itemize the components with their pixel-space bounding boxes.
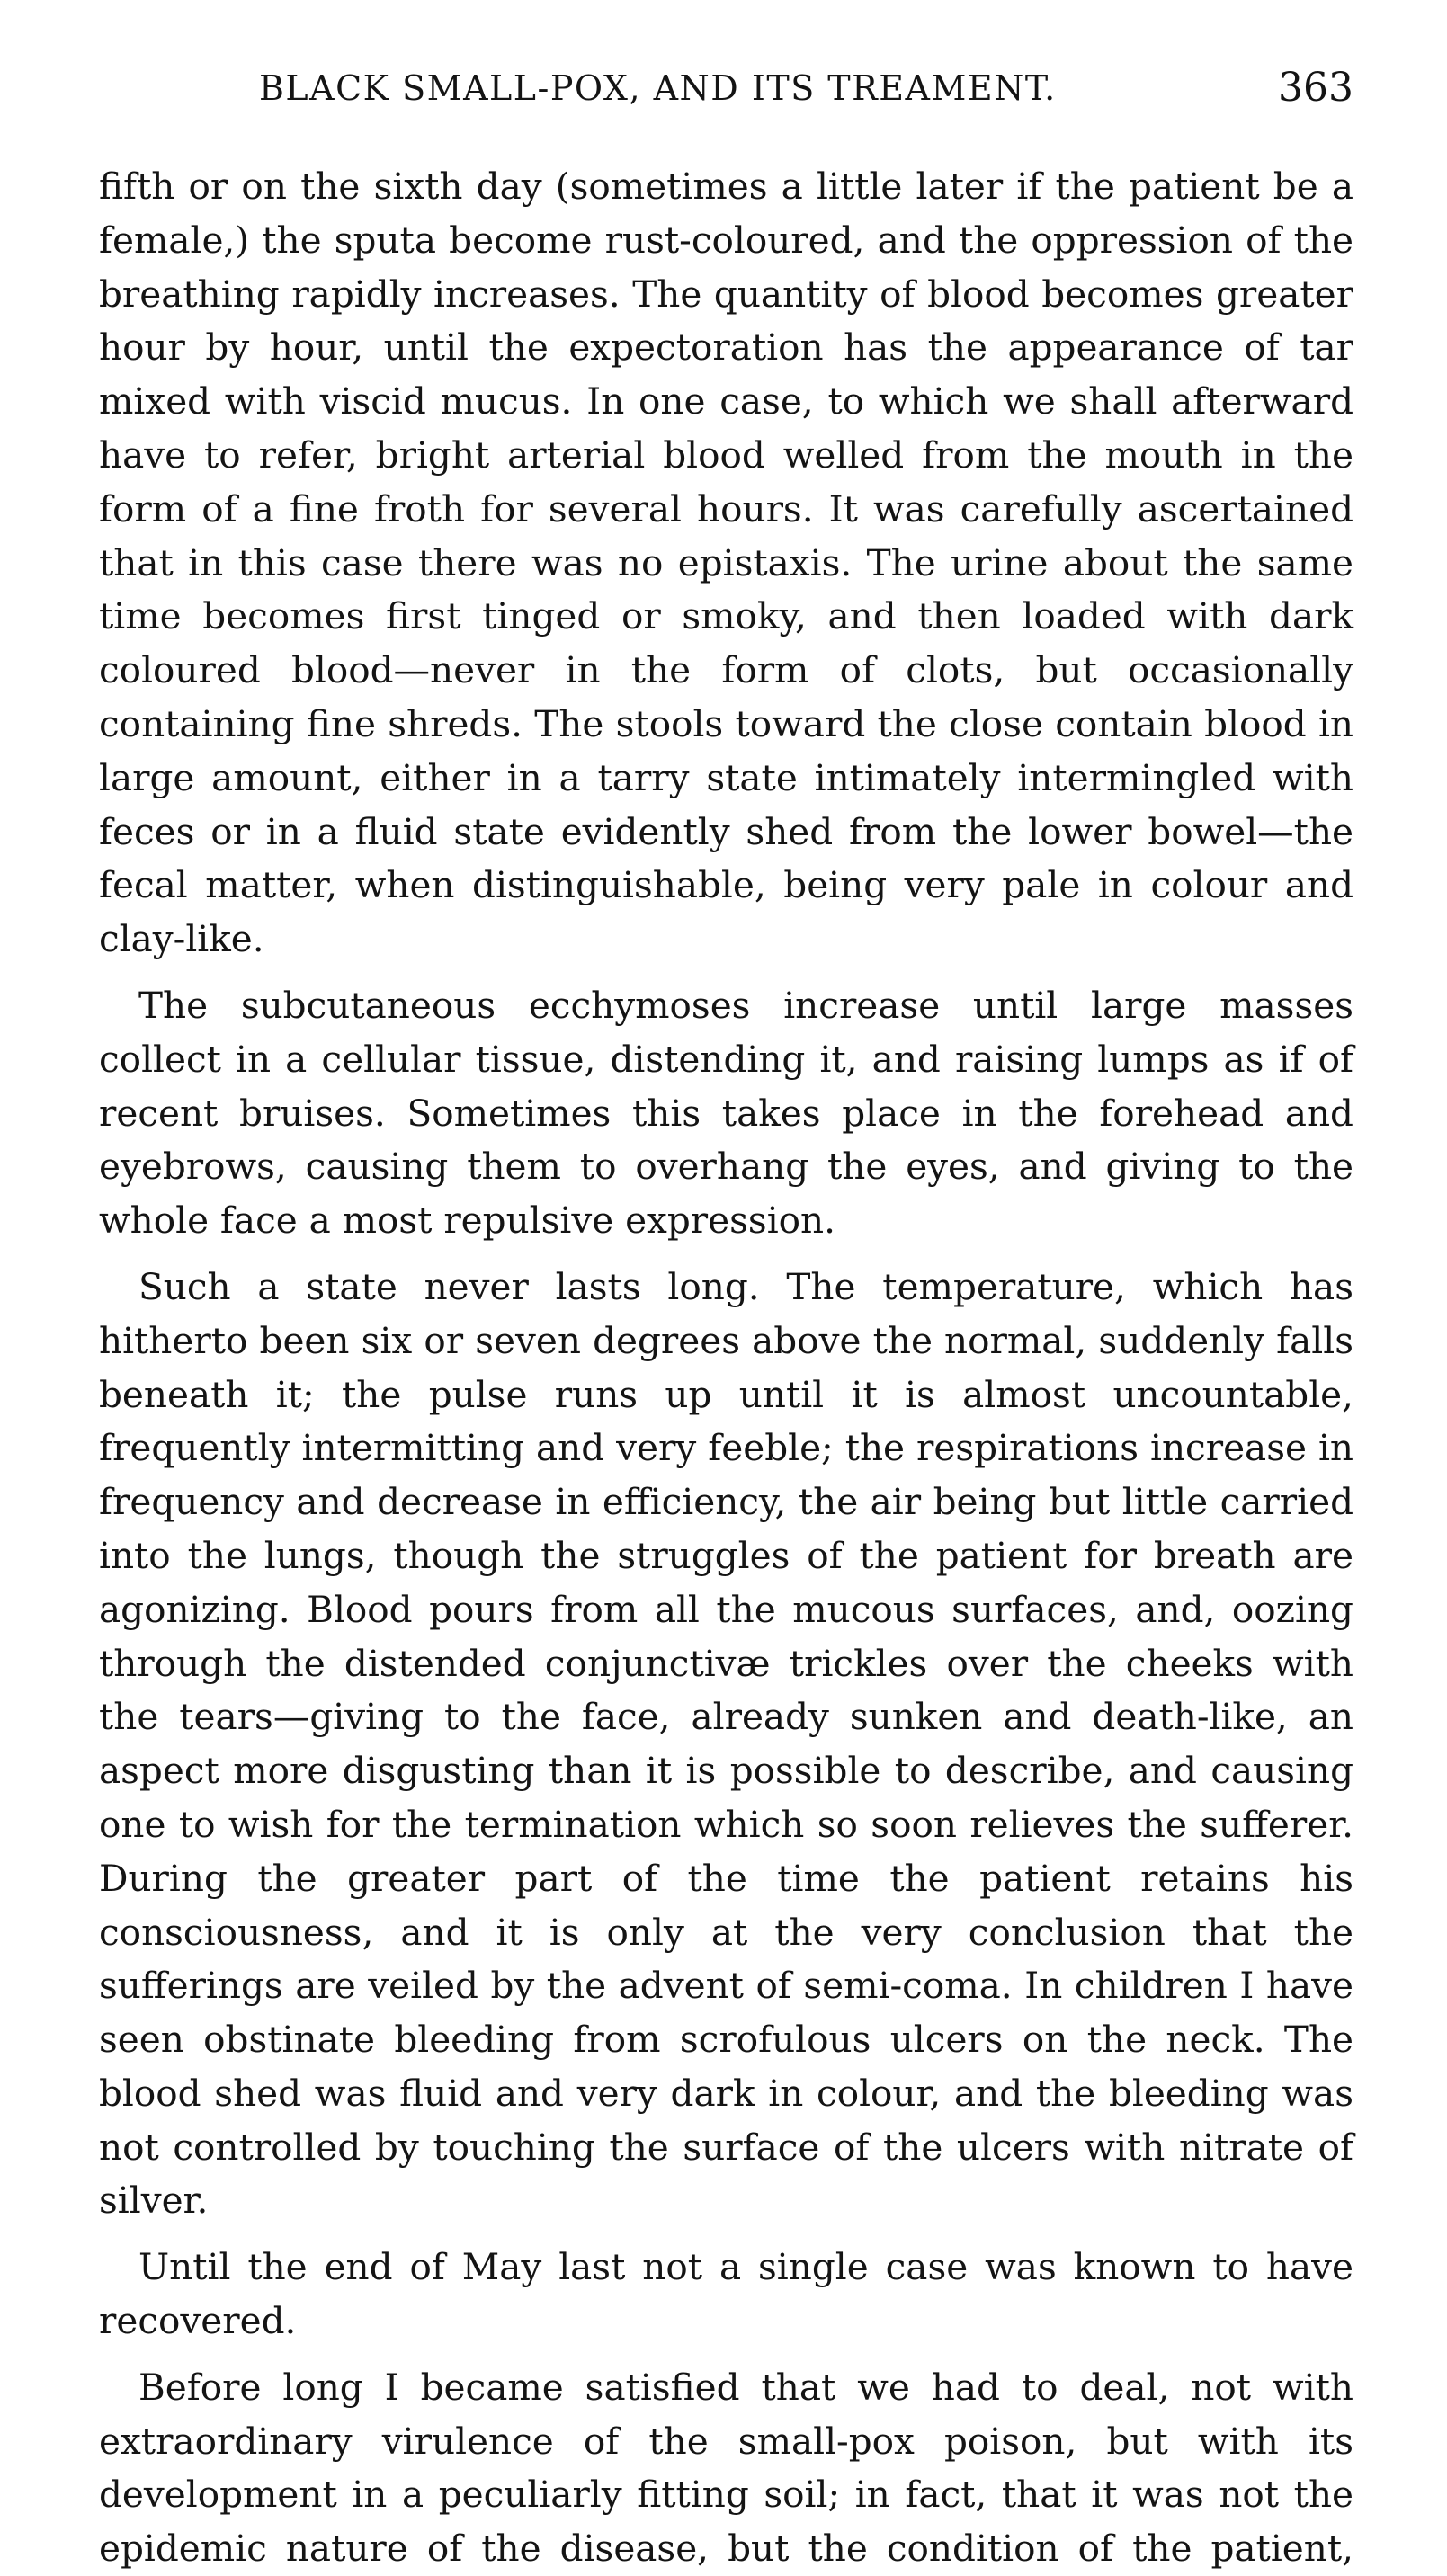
running-header [99, 59, 1353, 117]
page-number: 363 [1278, 65, 1353, 111]
paragraph-ecchymoses: The subcutaneous ecchymoses increase until large masses collect in a cellular tissue, distending it, and raising lumps as if of recent bruises. Sometimes this takes place in the forehead and eyebrows, causing them to overhang the eyes, and giving to the whole face a most repulsive expression. [99, 983, 1353, 1243]
paragraph-state-never-lasts: Such a state never lasts long. The temperature, which has hitherto been six or seven degrees above the normal, suddenly falls beneath it; the pulse runs up until it is almost uncountable, frequently intermitting and very feeble; the respirations increase in frequency and decrease in efficiency, the air being but little carried into the lungs, though the struggles of the patient for breath are agonizing. Blood pours from all the mucous surfaces, and, oozing through the distended conjunctivæ trickles over the cheeks with the tears—giving to the face, already sunken and death-like, an aspect more disgusting than it is possible to describe, and causing one to wish for the termination which so soon relieves the sufferer. During the greater part of the time the patient retains his consciousness, and it is only at the very conclusion that the sufferings are veiled by the advent of semi-coma. In children I have seen obstinate bleeding from scrofulous ulcers on the neck. The blood shed was fluid and very dark in colour, and the bleeding was not controlled by touching the surface of the ulcers with nitrate of silver. [99, 1264, 1353, 2223]
paragraph-end-of-may: Until the end of May last not a single case was known to have recovered. [99, 2245, 1353, 2343]
paragraph-before-long: Before long I became satisfied that we had to deal, not with extraordinary virulence of the small-pox poison, but with its development in a peculiarly fitting soil; in fact, that it was not the epidemic nature of the disease, but the condition of the patient, [99, 2365, 1353, 2571]
running-title: BLACK SMALL-POX, AND ITS TREAMENT. [259, 68, 1057, 108]
text-body [99, 160, 1353, 2576]
paragraph-continuation: fifth or on the sixth day (sometimes a little later if the patient be a female,) the sputa become rust-coloured, and the oppression of the breathing rapidly increases. The quantity of blood becomes greater hour by hour, until the expectoration has the appearance of tar mixed with viscid mucus. In one case, to which we shall afterward have to refer, bright arterial blood welled from the mouth in the form of a fine froth for several hours. It was carefully ascertained that in this case there was no epistaxis. The urine about the same time becomes first tinged or smoky, and then loaded with dark coloured blood—never in the form of clots, but occasionally containing fine shreds. The stools toward the close contain blood in large amount, either in a tarry state intimately intermingled with feces or in a fluid state evidently shed from the lower bowel—the fecal matter, when distinguishable, being very pale in colour and clay-like. [99, 165, 1353, 961]
